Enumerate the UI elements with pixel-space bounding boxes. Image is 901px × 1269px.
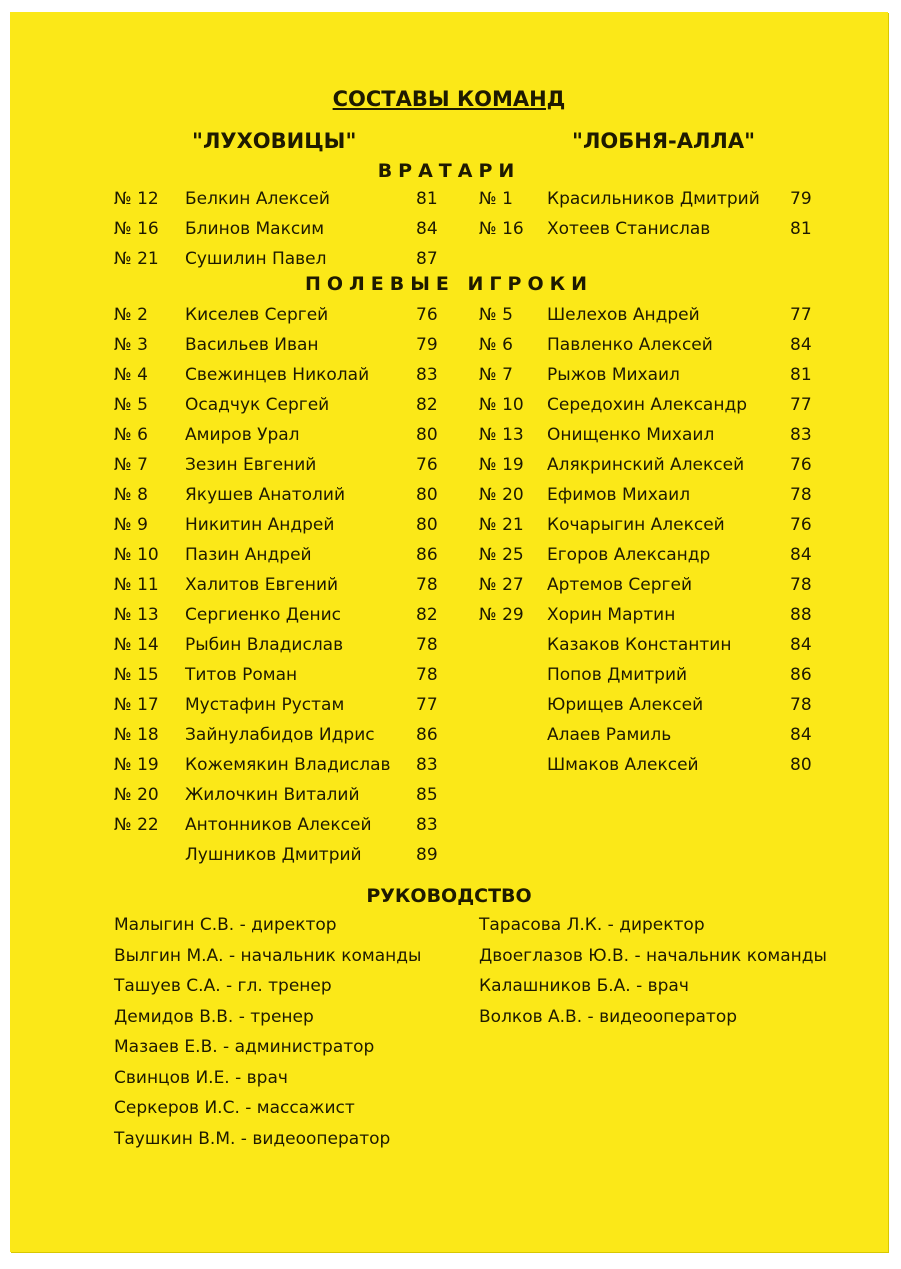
player-number: № 9 bbox=[114, 515, 148, 535]
player-rating: 80 bbox=[790, 755, 812, 775]
player-name: Сушилин Павел bbox=[185, 249, 327, 269]
player-row bbox=[479, 660, 839, 690]
player-number: № 27 bbox=[479, 575, 524, 595]
player-name: Лушников Дмитрий bbox=[185, 845, 362, 865]
player-rating: 80 bbox=[416, 425, 438, 445]
player-number: № 15 bbox=[114, 665, 159, 685]
player-row bbox=[114, 750, 474, 780]
staff-member: Вылгин М.А. - начальник команды bbox=[114, 945, 422, 966]
player-name: Артемов Сергей bbox=[547, 575, 692, 595]
player-number: № 19 bbox=[114, 755, 159, 775]
player-number: № 10 bbox=[479, 395, 524, 415]
staff-member: Волков А.В. - видеооператор bbox=[479, 1006, 738, 1027]
right-staff-list bbox=[479, 910, 827, 1032]
player-number: № 21 bbox=[114, 249, 159, 269]
player-name: Юрищев Алексей bbox=[547, 695, 704, 715]
player-rating: 78 bbox=[416, 575, 438, 595]
player-rating: 80 bbox=[416, 515, 438, 535]
player-number: № 13 bbox=[479, 425, 524, 445]
player-rating: 82 bbox=[416, 605, 438, 625]
team-left-name: "ЛУХОВИЦЫ" bbox=[192, 129, 357, 153]
player-name: Хотеев Станислав bbox=[547, 219, 711, 239]
player-row bbox=[479, 600, 839, 630]
player-row bbox=[114, 244, 474, 274]
player-number: № 5 bbox=[114, 395, 148, 415]
player-name: Свежинцев Николай bbox=[185, 365, 370, 385]
player-row bbox=[479, 690, 839, 720]
player-rating: 78 bbox=[790, 695, 812, 715]
player-number: № 16 bbox=[479, 219, 524, 239]
player-number: № 7 bbox=[479, 365, 513, 385]
player-row bbox=[114, 570, 474, 600]
player-rating: 83 bbox=[790, 425, 812, 445]
section-staff: РУКОВОДСТВО bbox=[366, 885, 532, 907]
player-number: № 18 bbox=[114, 725, 159, 745]
player-rating: 87 bbox=[416, 249, 438, 269]
player-rating: 78 bbox=[416, 665, 438, 685]
player-number: № 25 bbox=[479, 545, 524, 565]
player-name: Мустафин Рустам bbox=[185, 695, 345, 715]
player-rating: 84 bbox=[790, 335, 812, 355]
player-rating: 77 bbox=[790, 305, 812, 325]
player-row bbox=[479, 214, 839, 244]
player-rating: 78 bbox=[790, 575, 812, 595]
player-name: Красильников Дмитрий bbox=[547, 189, 760, 209]
player-number: № 19 bbox=[479, 455, 524, 475]
player-row bbox=[479, 630, 839, 660]
player-number: № 20 bbox=[114, 785, 159, 805]
player-row bbox=[114, 510, 474, 540]
player-number: № 8 bbox=[114, 485, 148, 505]
player-row bbox=[479, 450, 839, 480]
player-row bbox=[114, 660, 474, 690]
player-row bbox=[114, 360, 474, 390]
player-rating: 81 bbox=[790, 219, 812, 239]
player-row bbox=[114, 720, 474, 750]
player-row bbox=[114, 780, 474, 810]
player-name: Ефимов Михаил bbox=[547, 485, 691, 505]
player-row bbox=[114, 840, 474, 870]
player-name: Жилочкин Виталий bbox=[185, 785, 360, 805]
player-row bbox=[114, 330, 474, 360]
player-name: Хорин Мартин bbox=[547, 605, 676, 625]
player-row bbox=[114, 390, 474, 420]
right-field-list bbox=[479, 300, 839, 780]
player-row bbox=[479, 184, 839, 214]
program-sheet bbox=[10, 12, 888, 1252]
player-rating: 88 bbox=[790, 605, 812, 625]
player-number: № 17 bbox=[114, 695, 159, 715]
player-name: Казаков Константин bbox=[547, 635, 732, 655]
staff-member: Малыгин С.В. - директор bbox=[114, 915, 337, 935]
player-rating: 84 bbox=[416, 219, 438, 239]
player-name: Осадчук Сергей bbox=[185, 395, 330, 415]
player-row bbox=[479, 720, 839, 750]
player-number: № 4 bbox=[114, 365, 148, 385]
right-goalkeepers-list bbox=[479, 184, 839, 244]
player-number: № 11 bbox=[114, 575, 159, 595]
player-name: Рыбин Владислав bbox=[185, 635, 344, 655]
player-rating: 82 bbox=[416, 395, 438, 415]
player-rating: 86 bbox=[416, 725, 438, 745]
player-name: Кочарыгин Алексей bbox=[547, 515, 725, 535]
player-rating: 78 bbox=[416, 635, 438, 655]
player-name: Киселев Сергей bbox=[185, 305, 329, 325]
player-name: Шмаков Алексей bbox=[547, 755, 699, 775]
staff-member: Серкеров И.С. - массажист bbox=[114, 1098, 355, 1118]
player-name: Антонников Алексей bbox=[185, 815, 372, 835]
player-number: № 20 bbox=[479, 485, 524, 505]
player-name: Никитин Андрей bbox=[185, 515, 335, 535]
player-rating: 79 bbox=[416, 335, 438, 355]
player-number: № 14 bbox=[114, 635, 159, 655]
player-name: Блинов Максим bbox=[185, 219, 325, 239]
player-number: № 6 bbox=[114, 425, 148, 445]
player-name: Якушев Анатолий bbox=[185, 485, 346, 505]
player-row bbox=[114, 600, 474, 630]
player-row bbox=[479, 570, 839, 600]
player-row bbox=[114, 184, 474, 214]
player-name: Зайнулабидов Идрис bbox=[185, 725, 375, 745]
player-row bbox=[479, 750, 839, 780]
player-row bbox=[479, 420, 839, 450]
section-field-players: ПОЛЕВЫЕ ИГРОКИ bbox=[304, 273, 594, 295]
player-rating: 89 bbox=[416, 845, 438, 865]
player-row bbox=[114, 540, 474, 570]
section-goalkeepers: ВРАТАРИ bbox=[377, 160, 521, 182]
player-rating: 76 bbox=[790, 515, 812, 535]
player-name: Шелехов Андрей bbox=[547, 305, 700, 325]
staff-member: Свинцов И.Е. - врач bbox=[114, 1067, 288, 1088]
player-name: Васильев Иван bbox=[185, 335, 319, 355]
player-rating: 78 bbox=[790, 485, 812, 505]
left-staff-list bbox=[114, 910, 421, 1154]
player-name: Титов Роман bbox=[185, 665, 298, 685]
player-number: № 10 bbox=[114, 545, 159, 565]
team-right-name: "ЛОБНЯ-АЛЛА" bbox=[572, 129, 756, 153]
player-rating: 84 bbox=[790, 545, 812, 565]
player-number: № 6 bbox=[479, 335, 513, 355]
player-number: № 16 bbox=[114, 219, 159, 239]
player-number: № 22 bbox=[114, 815, 159, 835]
player-row bbox=[479, 510, 839, 540]
player-name: Белкин Алексей bbox=[185, 189, 330, 209]
left-goalkeepers-list bbox=[114, 184, 474, 274]
player-rating: 76 bbox=[416, 455, 438, 475]
player-name: Рыжов Михаил bbox=[547, 365, 680, 385]
player-rating: 84 bbox=[790, 725, 812, 745]
player-row bbox=[479, 360, 839, 390]
player-rating: 81 bbox=[416, 189, 438, 209]
player-rating: 76 bbox=[790, 455, 812, 475]
player-row bbox=[114, 690, 474, 720]
player-rating: 77 bbox=[790, 395, 812, 415]
player-row bbox=[479, 330, 839, 360]
player-rating: 81 bbox=[790, 365, 812, 385]
staff-member: Таушкин В.М. - видеооператор bbox=[114, 1128, 391, 1149]
staff-member: Мазаев Е.В. - администратор bbox=[114, 1037, 375, 1057]
player-row bbox=[479, 390, 839, 420]
player-row bbox=[114, 630, 474, 660]
player-name: Алякринский Алексей bbox=[547, 455, 745, 475]
staff-member: Двоеглазов Ю.В. - начальник команды bbox=[479, 945, 827, 966]
player-number: № 21 bbox=[479, 515, 524, 535]
player-row bbox=[114, 480, 474, 510]
player-number: № 13 bbox=[114, 605, 159, 625]
player-number: № 7 bbox=[114, 455, 148, 475]
player-rating: 79 bbox=[790, 189, 812, 209]
staff-member: Тарасова Л.К. - директор bbox=[479, 915, 705, 935]
player-name: Пазин Андрей bbox=[185, 545, 312, 565]
left-field-list bbox=[114, 300, 474, 870]
player-name: Попов Дмитрий bbox=[547, 665, 688, 685]
player-rating: 86 bbox=[790, 665, 812, 685]
player-rating: 76 bbox=[416, 305, 438, 325]
player-row bbox=[114, 810, 474, 840]
player-name: Егоров Александр bbox=[547, 545, 711, 565]
player-row bbox=[479, 540, 839, 570]
player-rating: 80 bbox=[416, 485, 438, 505]
player-rating: 84 bbox=[790, 635, 812, 655]
player-name: Зезин Евгений bbox=[185, 455, 317, 475]
player-number: № 12 bbox=[114, 189, 159, 209]
player-row bbox=[114, 300, 474, 330]
player-row bbox=[114, 214, 474, 244]
player-name: Халитов Евгений bbox=[185, 575, 339, 595]
player-number: № 29 bbox=[479, 605, 524, 625]
staff-member: Калашников Б.А. - врач bbox=[479, 976, 689, 996]
player-rating: 83 bbox=[416, 755, 438, 775]
player-rating: 85 bbox=[416, 785, 438, 805]
player-name: Середохин Александр bbox=[547, 395, 748, 415]
player-name: Алаев Рамиль bbox=[547, 725, 672, 745]
player-name: Кожемякин Владислав bbox=[185, 755, 391, 775]
player-name: Онищенко Михаил bbox=[547, 425, 715, 445]
player-name: Амиров Урал bbox=[185, 425, 300, 445]
player-rating: 83 bbox=[416, 815, 438, 835]
player-rating: 77 bbox=[416, 695, 438, 715]
staff-member: Демидов В.В. - тренер bbox=[114, 1006, 314, 1027]
player-number: № 1 bbox=[479, 189, 513, 209]
player-rating: 86 bbox=[416, 545, 438, 565]
player-number: № 3 bbox=[114, 335, 148, 355]
player-number: № 5 bbox=[479, 305, 513, 325]
player-rating: 83 bbox=[416, 365, 438, 385]
player-row bbox=[479, 480, 839, 510]
player-name: Павленко Алексей bbox=[547, 335, 713, 355]
page-title: СОСТАВЫ КОМАНД bbox=[332, 87, 566, 111]
player-name: Сергиенко Денис bbox=[185, 605, 341, 625]
player-row bbox=[114, 450, 474, 480]
player-row bbox=[114, 420, 474, 450]
staff-member: Ташуев С.А. - гл. тренер bbox=[114, 976, 332, 996]
player-row bbox=[479, 300, 839, 330]
player-number: № 2 bbox=[114, 305, 148, 325]
